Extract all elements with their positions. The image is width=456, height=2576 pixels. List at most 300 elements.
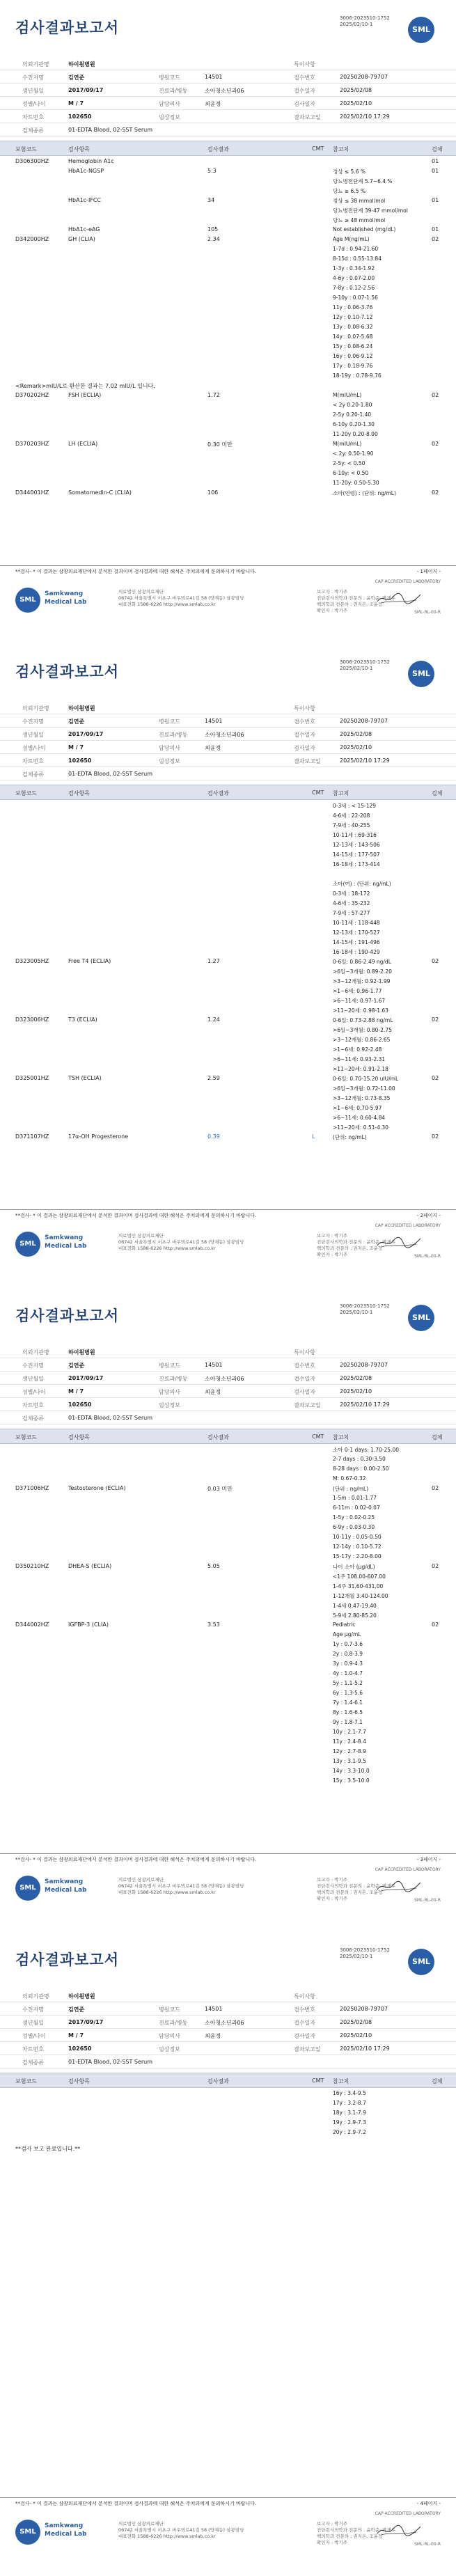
test-value: 0.30 미만 bbox=[207, 441, 233, 448]
table-header bbox=[0, 2073, 456, 2088]
table-row bbox=[0, 1600, 456, 1610]
hospital-label: 의뢰기관명 bbox=[22, 1349, 49, 1356]
lab-address bbox=[118, 1233, 244, 1252]
hospital-code-value: 14501 bbox=[205, 2006, 223, 2012]
received-label: 접수일자 bbox=[294, 2020, 315, 2026]
info-row bbox=[0, 1385, 456, 1398]
lab-address bbox=[118, 1877, 244, 1896]
reference-range: 6y : 1.3-5.6 bbox=[333, 1690, 363, 1696]
doctor-info-line3: 핵의학과 전문의 : 권지은, 조윤정 bbox=[317, 2534, 383, 2539]
header-cmt: CMT bbox=[312, 1434, 324, 1440]
table-row bbox=[0, 175, 456, 185]
reference-range: 17y : 3.2-8.7 bbox=[333, 2100, 366, 2106]
specimen-label: 검체종류 bbox=[22, 2059, 44, 2066]
reference-range: 정상 ≤ 5.6 % bbox=[333, 168, 365, 175]
info-row bbox=[0, 1989, 456, 2002]
sexage-label: 성별/나이 bbox=[22, 1389, 46, 1395]
reference-range: 12-14y : 0.10-5.72 bbox=[333, 1544, 382, 1550]
table-row bbox=[0, 1131, 456, 1141]
reference-range: >6~11세: 0.93-2.31 bbox=[333, 1056, 386, 1062]
specimen-value: 01-EDTA Blood, 02-SST Serum bbox=[68, 127, 153, 133]
header-value: 검사결과 bbox=[207, 146, 229, 152]
footer-code: SML-RL-00-R bbox=[414, 1898, 441, 1903]
specimen-value: 01-EDTA Blood, 02-SST Serum bbox=[68, 771, 153, 777]
patient-info bbox=[0, 1989, 456, 2068]
table-row bbox=[0, 927, 456, 936]
chart-value: 102650 bbox=[68, 113, 92, 120]
report-code-line2: 2025/02/10-1 bbox=[340, 1310, 373, 1315]
reference-range: 20y : 2.9-7.2 bbox=[333, 2129, 366, 2135]
test-code: D323006HZ bbox=[15, 1016, 49, 1023]
reference-range: 10y : 2.1-7.7 bbox=[333, 1729, 366, 1735]
info-row bbox=[0, 123, 456, 136]
patient-value: 김연준 bbox=[68, 718, 85, 725]
specimen-code: 02 bbox=[432, 236, 439, 242]
doctor-info-line2: 진단검사의학과 전문의 : 윤학준, 박재우 bbox=[317, 1883, 395, 1889]
patient-info bbox=[0, 1345, 456, 1424]
reference-range: 7-9세 : 40-255 bbox=[333, 822, 370, 828]
table-row bbox=[0, 448, 456, 458]
page-title: 검사결과보고서 bbox=[15, 1307, 120, 1324]
info-row bbox=[0, 1411, 456, 1424]
reference-range: (단위 : ng/mL) bbox=[333, 1486, 369, 1492]
reference-range: 0-6일: 0.86-2.49 ng/dL bbox=[333, 959, 391, 965]
reference-range: >1~6세: 0.96-1.77 bbox=[333, 988, 382, 994]
doctor-info-line4: 확인자 : 박기주 bbox=[317, 608, 347, 613]
patient-label: 수진자명 bbox=[22, 74, 44, 81]
table-row bbox=[0, 1649, 456, 1658]
info-row bbox=[0, 1358, 456, 1372]
table-row bbox=[0, 1541, 456, 1551]
patient-label: 수진자명 bbox=[22, 2006, 44, 2013]
doctor-value: 최윤정 bbox=[205, 2033, 221, 2039]
specimen-value: 01-EDTA Blood, 02-SST Serum bbox=[68, 1415, 153, 1421]
test-code: D342000HZ bbox=[15, 236, 49, 242]
lab-name-line2: Medical Lab bbox=[45, 2531, 87, 2538]
reference-range: 0-6일: 0.70-15.20 uIU/mL bbox=[333, 1076, 399, 1082]
dept-value: 소아청소년과06 bbox=[205, 1376, 244, 1382]
reference-range: 소아(연령) : (단위: ng/mL) bbox=[333, 490, 396, 496]
table-row bbox=[0, 1746, 456, 1756]
table-row bbox=[0, 1678, 456, 1688]
lab-address bbox=[118, 589, 244, 608]
reference-range: 0-6일: 0.73-2.88 ng/mL bbox=[333, 1017, 393, 1023]
test-name: 17α-OH Progesterone bbox=[68, 1133, 129, 1140]
test-name: Somatomedin-C (CLIA) bbox=[68, 489, 132, 496]
header-item: 검사항목 bbox=[68, 1434, 90, 1440]
specimen-code: 02 bbox=[432, 441, 439, 447]
specimen-code: 02 bbox=[432, 392, 439, 398]
table-row bbox=[0, 858, 456, 868]
test-name: TSH (ECLIA) bbox=[68, 1075, 102, 1081]
reference-range: 당뇨병전단계 39-47 mmol/mol bbox=[333, 207, 408, 214]
info-row bbox=[0, 70, 456, 84]
test-code: D371107HZ bbox=[15, 1133, 49, 1140]
table-row bbox=[0, 2088, 456, 2098]
reference-range: 4-6세 : 35-232 bbox=[333, 900, 370, 906]
header-item: 검사항목 bbox=[68, 790, 90, 796]
lab-address-line1: 의료법인 삼광의료재단 bbox=[118, 2521, 164, 2527]
table-row bbox=[0, 1502, 456, 1512]
table-row bbox=[0, 263, 456, 273]
doctor-value: 최윤정 bbox=[205, 745, 221, 751]
info-row bbox=[0, 110, 456, 123]
table-row bbox=[0, 1580, 456, 1590]
reference-range: >6~11세: 0.60-4.84 bbox=[333, 1115, 386, 1121]
table-row bbox=[0, 1697, 456, 1707]
table-row bbox=[0, 302, 456, 312]
clinic-label: 임상정보 bbox=[159, 2046, 180, 2052]
patient-value: 김연준 bbox=[68, 74, 85, 81]
table-row bbox=[0, 419, 456, 429]
reference-range: M: 0.67-0.32 bbox=[333, 1475, 366, 1482]
reference-range: 14-15세 : 191-496 bbox=[333, 939, 380, 945]
table-row bbox=[0, 214, 456, 224]
patient-label: 수진자명 bbox=[22, 718, 44, 725]
reference-range: 9-10y : 0.07-1.56 bbox=[333, 294, 378, 301]
table-row bbox=[0, 2127, 456, 2137]
reference-range: 16y : 0.06-9.12 bbox=[333, 353, 373, 359]
dept-label: 진료과/병동 bbox=[159, 1376, 188, 1382]
hospital-value: 하이원병원 bbox=[68, 61, 95, 68]
reference-range: 8-28 days : 0.00-2.50 bbox=[333, 1466, 389, 1472]
received-value: 2025/02/08 bbox=[340, 87, 372, 93]
reference-range: 14y : 0.07-5.68 bbox=[333, 333, 373, 340]
table-row bbox=[0, 1658, 456, 1668]
table-row bbox=[0, 800, 456, 810]
table-row bbox=[0, 1551, 456, 1561]
note-label: 특이사항 bbox=[294, 1993, 315, 2000]
page-footer bbox=[0, 2511, 456, 2556]
test-value: 3.53 bbox=[207, 1621, 220, 1628]
continuation-note: **검사- * 이 결과는 삼광의료재단에서 분석한 결과이며 검사결과에 대한 해석은 주치의에게 문의하시기 바랍니다. bbox=[15, 569, 257, 574]
specimen-code: 01 bbox=[432, 168, 439, 174]
test-value: 2.34 bbox=[207, 236, 220, 242]
reference-range: 1-12개월 3.40-124.00 bbox=[333, 1593, 388, 1599]
table-row bbox=[0, 1063, 456, 1073]
reference-range: 6-9y : 0.03-0.30 bbox=[333, 1524, 375, 1530]
report-code-line2: 2025/02/10-1 bbox=[340, 1954, 373, 1959]
report-page bbox=[0, 1932, 456, 2576]
hospital-label: 의뢰기관명 bbox=[22, 61, 49, 68]
note-label: 특이사항 bbox=[294, 61, 315, 68]
signature-icon bbox=[376, 590, 422, 606]
lab-address bbox=[118, 2521, 244, 2540]
specimen-code: 02 bbox=[432, 958, 439, 964]
table-row bbox=[0, 907, 456, 917]
chart-label: 차트번호 bbox=[22, 2046, 44, 2052]
clinic-label: 임상정보 bbox=[159, 758, 180, 764]
reported-label: 검사일자 bbox=[294, 101, 315, 107]
table-row bbox=[0, 917, 456, 927]
reference-range: 3y : 0.9-4.3 bbox=[333, 1660, 363, 1667]
test-code: D323005HZ bbox=[15, 958, 49, 964]
specimen-code: 02 bbox=[432, 1563, 439, 1569]
dob-value: 2017/09/17 bbox=[68, 87, 104, 93]
test-name: Testosterone (ECLIA) bbox=[68, 1485, 126, 1491]
lab-name-line1: Samkwang bbox=[45, 2522, 84, 2529]
reference-range: 19y : 2.9-7.3 bbox=[333, 2119, 366, 2126]
lab-name bbox=[45, 1878, 86, 1894]
lab-name-line1: Samkwang bbox=[45, 1234, 84, 1241]
test-name: T3 (ECLIA) bbox=[68, 1016, 97, 1023]
sexage-value: M / 7 bbox=[68, 100, 84, 107]
test-code: D325001HZ bbox=[15, 1075, 49, 1081]
dob-value: 2017/09/17 bbox=[68, 2019, 104, 2025]
reference-range: Pediatric bbox=[333, 1621, 356, 1628]
table-row bbox=[0, 2107, 456, 2117]
dept-label: 진료과/병동 bbox=[159, 2020, 188, 2026]
reference-range: 1y : 0.7-3.6 bbox=[333, 1641, 363, 1647]
lab-name-line1: Samkwang bbox=[45, 590, 84, 597]
test-code: D371006HZ bbox=[15, 1485, 49, 1491]
clinic-label: 임상정보 bbox=[159, 1402, 180, 1408]
test-name: LH (ECLIA) bbox=[68, 441, 98, 447]
continuation-bar bbox=[0, 1209, 456, 1218]
patient-info bbox=[0, 701, 456, 780]
header-code: 보험코드 bbox=[15, 146, 37, 152]
info-row bbox=[0, 57, 456, 70]
table-row bbox=[0, 312, 456, 322]
received-no-value: 20250208-79707 bbox=[340, 2006, 388, 2012]
hospital-code-value: 14501 bbox=[205, 74, 223, 80]
reported-value: 2025/02/10 bbox=[340, 100, 372, 107]
test-name: Free T4 (ECLIA) bbox=[68, 958, 111, 964]
reference-range: 10-11세 : 118-448 bbox=[333, 920, 380, 926]
received-no-value: 20250208-79707 bbox=[340, 718, 388, 724]
test-name: HbA1c-eAG bbox=[68, 226, 100, 233]
report-date-value: 2025/02/10 17:29 bbox=[340, 757, 390, 764]
report-code-line2: 2025/02/10-1 bbox=[340, 666, 373, 671]
test-value: 106 bbox=[207, 489, 219, 496]
table-row bbox=[0, 1668, 456, 1678]
cert-text: CAP ACCREDITED LABORATORY bbox=[375, 579, 441, 584]
table-row bbox=[0, 234, 456, 244]
table-row bbox=[0, 1483, 456, 1493]
reference-range: 2-5y 0.20-1.40 bbox=[333, 411, 372, 418]
table-row bbox=[0, 1619, 456, 1629]
specimen-code: 02 bbox=[432, 489, 439, 496]
table-row bbox=[0, 810, 456, 819]
hospital-value: 하이원병원 bbox=[68, 1993, 95, 2000]
cert-text: CAP ACCREDITED LABORATORY bbox=[375, 2511, 441, 2516]
table-row bbox=[0, 888, 456, 897]
lab-logo-icon: SML bbox=[15, 1232, 40, 1257]
table-row bbox=[0, 468, 456, 478]
reference-range: 2-5y: < 0.50 bbox=[333, 460, 365, 466]
header-code: 보험코드 bbox=[15, 1434, 37, 1440]
lab-name-line2: Medical Lab bbox=[45, 1243, 87, 1250]
reference-range: Age μg/mL bbox=[333, 1631, 361, 1638]
report-page bbox=[0, 0, 456, 644]
test-name: HbA1c-IFCC bbox=[68, 197, 102, 203]
test-value: 5.3 bbox=[207, 168, 217, 174]
reference-range: Not established (mg/dL) bbox=[333, 226, 396, 233]
table-row bbox=[0, 1688, 456, 1697]
specimen-label: 검체종류 bbox=[22, 771, 44, 778]
reference-range: 4y : 1.0-4.7 bbox=[333, 1670, 363, 1676]
table-row bbox=[0, 429, 456, 439]
page-footer bbox=[0, 1223, 456, 1268]
table-row bbox=[0, 1014, 456, 1024]
result-rows bbox=[0, 156, 456, 497]
table-row bbox=[0, 936, 456, 946]
page-number: - 2페이지 - bbox=[416, 1213, 441, 1218]
table-row bbox=[0, 380, 456, 390]
result-rows bbox=[0, 1444, 456, 1785]
received-value: 2025/02/08 bbox=[340, 1375, 372, 1381]
specimen-code: 01 bbox=[432, 158, 439, 164]
chart-value: 102650 bbox=[68, 757, 92, 764]
table-row bbox=[0, 409, 456, 419]
table-row bbox=[0, 966, 456, 975]
lab-logo-icon: SML bbox=[15, 2520, 40, 2545]
dept-label: 진료과/병동 bbox=[159, 732, 188, 738]
reference-range: 14y : 3.3-10.0 bbox=[333, 1768, 370, 1774]
reference-range: 7-8y : 0.12-2.56 bbox=[333, 285, 375, 291]
table-row bbox=[0, 156, 456, 166]
table-row bbox=[0, 975, 456, 985]
received-label: 접수일자 bbox=[294, 88, 315, 94]
continuation-note: **검사- * 이 결과는 삼광의료재단에서 분석한 결과이며 검사결과에 대한 해석은 주치의에게 문의하시기 바랍니다. bbox=[15, 1213, 257, 1218]
reference-range: 4-6세 : 22-208 bbox=[333, 812, 370, 819]
header-specimen: 검체 bbox=[432, 1434, 443, 1440]
dept-value: 소아청소년과06 bbox=[205, 88, 244, 94]
table-row bbox=[0, 1522, 456, 1532]
table-row bbox=[0, 341, 456, 351]
reference-range: 1-3y : 0.34-1.92 bbox=[333, 265, 375, 272]
doctor-info-line4: 확인자 : 박기주 bbox=[317, 1896, 347, 1901]
table-row bbox=[0, 1561, 456, 1571]
page-footer bbox=[0, 1867, 456, 1912]
patient-label: 수진자명 bbox=[22, 1362, 44, 1369]
specimen-code: 01 bbox=[432, 197, 439, 203]
lab-address-line1: 의료법인 삼광의료재단 bbox=[118, 1877, 164, 1883]
report-date-label: 결과보고일 bbox=[294, 758, 321, 764]
reference-range: 1-5y : 0.02-0.25 bbox=[333, 1514, 375, 1521]
reference-range: 5y : 1.1-5.2 bbox=[333, 1680, 363, 1686]
table-row bbox=[0, 322, 456, 331]
table-row bbox=[0, 400, 456, 409]
table-row bbox=[0, 1005, 456, 1014]
lab-name bbox=[45, 2522, 86, 2538]
info-row bbox=[0, 767, 456, 780]
doctor-value: 최윤정 bbox=[205, 1389, 221, 1395]
reference-range: 1-5m : 0.01-1.77 bbox=[333, 1495, 377, 1501]
sexage-label: 성별/나이 bbox=[22, 2033, 46, 2039]
reference-range: 17y : 0.18-9.76 bbox=[333, 363, 373, 369]
reference-range: >6일~3개월: 0.89-2.20 bbox=[333, 968, 392, 975]
table-row bbox=[0, 273, 456, 283]
reported-value: 2025/02/10 bbox=[340, 1388, 372, 1395]
reported-label: 검사일자 bbox=[294, 2033, 315, 2039]
hospital-code-label: 병원코드 bbox=[159, 718, 180, 725]
reference-range: >6~11세: 0.97-1.67 bbox=[333, 998, 386, 1004]
reference-range: 당뇨병전단계 5.7~6.4 % bbox=[333, 178, 393, 184]
reference-range: 소아 0-1 days: 1.70-25.00 bbox=[333, 1447, 399, 1453]
note-label: 특이사항 bbox=[294, 1349, 315, 1356]
header-item: 검사항목 bbox=[68, 146, 90, 152]
test-code: D344002HZ bbox=[15, 1621, 49, 1628]
reference-range: 12y : 2.7-8.9 bbox=[333, 1748, 366, 1754]
table-header bbox=[0, 1429, 456, 1444]
table-row bbox=[0, 819, 456, 829]
info-row bbox=[0, 2016, 456, 2029]
table-row bbox=[0, 1571, 456, 1580]
table-row bbox=[0, 878, 456, 888]
header-cmt: CMT bbox=[312, 2078, 324, 2084]
reference-range: >11~20세: 0.91-2.18 bbox=[333, 1066, 388, 1072]
header-specimen: 검체 bbox=[432, 790, 443, 796]
lab-name bbox=[45, 590, 86, 606]
continuation-note: **검사- * 이 결과는 삼광의료재단에서 분석한 결과이며 검사결과에 대한 해석은 주치의에게 문의하시기 바랍니다. bbox=[15, 2501, 257, 2506]
report-code bbox=[340, 1947, 390, 1960]
received-no-value: 20250208-79707 bbox=[340, 1362, 388, 1368]
header-ref: 참고치 bbox=[333, 146, 349, 152]
info-row bbox=[0, 2002, 456, 2016]
test-value: 2.59 bbox=[207, 1075, 220, 1081]
page-title: 검사결과보고서 bbox=[15, 663, 120, 680]
doctor-info-line2: 진단검사의학과 전문의 : 윤학준, 박재우 bbox=[317, 595, 395, 601]
reference-range: 4-6y : 0.07-2.00 bbox=[333, 275, 375, 281]
chart-label: 차트번호 bbox=[22, 114, 44, 120]
lab-logo-icon: SML bbox=[15, 1876, 40, 1901]
hospital-label: 의뢰기관명 bbox=[22, 705, 49, 712]
header-value: 검사결과 bbox=[207, 1434, 229, 1440]
received-label: 접수일자 bbox=[294, 732, 315, 738]
reference-range: 나이 소아 (μg/dL) bbox=[333, 1564, 375, 1570]
reference-range: 12y : 0.10-7.12 bbox=[333, 314, 373, 320]
test-name: GH (CLIA) bbox=[68, 236, 95, 242]
sexage-value: M / 7 bbox=[68, 1388, 84, 1395]
doctor-info-line3: 핵의학과 전문의 : 권지은, 조윤정 bbox=[317, 602, 383, 607]
lab-address-line2: 06742 서울특별시 서초구 바우뫼로41길 58 (양재동) 삼광빌딩 bbox=[118, 2527, 244, 2533]
table-row bbox=[0, 195, 456, 205]
hospital-label: 의뢰기관명 bbox=[22, 1993, 49, 2000]
header-cmt: CMT bbox=[312, 790, 324, 796]
test-value: 34 bbox=[207, 197, 215, 203]
report-code-line2: 2025/02/10-1 bbox=[340, 22, 373, 27]
result-rows bbox=[0, 800, 456, 1141]
reference-range: 2y : 0.8-3.9 bbox=[333, 1651, 363, 1657]
table-row bbox=[0, 849, 456, 858]
sml-logo-icon: SML bbox=[408, 1305, 434, 1331]
page-title: 검사결과보고서 bbox=[15, 19, 120, 36]
reference-range: 18-19y : 0.78-9.76 bbox=[333, 372, 382, 379]
info-row bbox=[0, 1345, 456, 1358]
table-row bbox=[0, 1639, 456, 1649]
test-value: 5.05 bbox=[207, 1563, 220, 1569]
reference-range: >11~20세: 0.98-1.63 bbox=[333, 1007, 388, 1014]
lab-name-line1: Samkwang bbox=[45, 1878, 84, 1885]
dob-value: 2017/09/17 bbox=[68, 731, 104, 737]
table-row bbox=[0, 1463, 456, 1473]
table-row bbox=[0, 224, 456, 234]
received-label: 접수일자 bbox=[294, 1376, 315, 1382]
chart-value: 102650 bbox=[68, 1401, 92, 1408]
table-row bbox=[0, 1727, 456, 1736]
doctor-info-line1: 보고자 : 박기주 bbox=[317, 1233, 347, 1239]
test-name: HbA1c-NGSP bbox=[68, 168, 104, 174]
info-row bbox=[0, 97, 456, 110]
report-code-line1: 3006-2023510-1752 bbox=[340, 1947, 390, 1953]
specimen-label: 검체종류 bbox=[22, 127, 44, 134]
hospital-code-value: 14501 bbox=[205, 718, 223, 724]
table-row bbox=[0, 1444, 456, 1454]
test-code: D344001HZ bbox=[15, 489, 49, 496]
table-row bbox=[0, 1473, 456, 1483]
table-row bbox=[0, 2098, 456, 2107]
